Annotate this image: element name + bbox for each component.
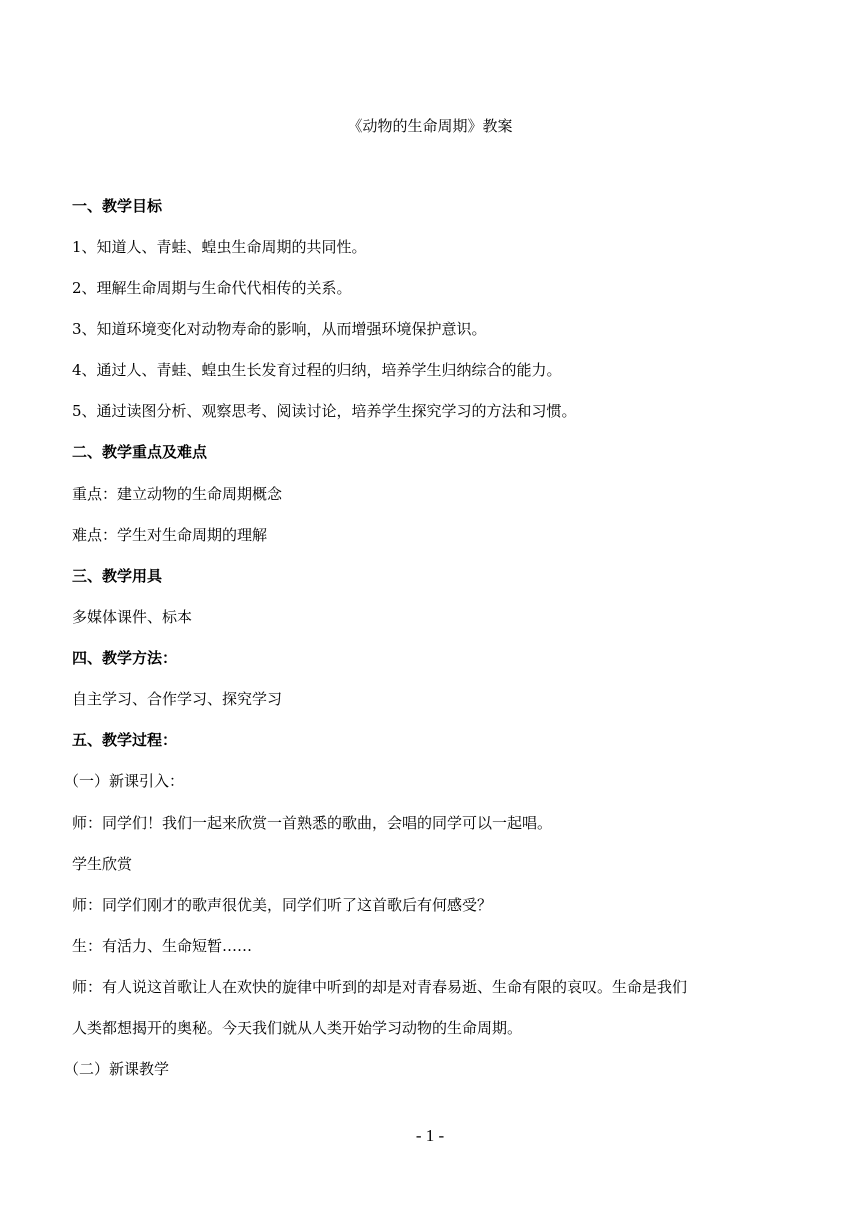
paragraph-line: 难点：学生对生命周期的理解 [72, 526, 268, 544]
subsection-heading: （二）新课教学 [64, 1060, 170, 1078]
paragraph-line: 3、知道环境变化对动物寿命的影响，从而增强环境保护意识。 [72, 320, 487, 338]
paragraph-line: 师：有人说这首歌让人在欢快的旋律中听到的却是对青春易逝、生命有限的哀叹。生命是我们 [72, 978, 688, 996]
section-heading-objectives: 一、教学目标 [72, 197, 163, 215]
paragraph-line: 重点：建立动物的生命周期概念 [72, 485, 283, 503]
paragraph-line: 学生欣赏 [72, 855, 133, 873]
paragraph-line: 2、理解生命周期与生命代代相传的关系。 [72, 279, 352, 297]
paragraph-line: 1、知道人、青蛙、蝗虫生命周期的共同性。 [72, 238, 367, 256]
paragraph-line: 师：同学们刚才的歌声很优美，同学们听了这首歌后有何感受？ [72, 896, 493, 914]
paragraph-line: 师：同学们！我们一起来欣赏一首熟悉的歌曲，会唱的同学可以一起唱。 [72, 814, 553, 832]
paragraph-line: 自主学习、合作学习、探究学习 [72, 690, 283, 708]
section-heading-key-points: 二、教学重点及难点 [72, 443, 208, 461]
paragraph-line: 4、通过人、青蛙、蝗虫生长发育过程的归纳，培养学生归纳综合的能力。 [72, 361, 562, 379]
paragraph-line: 5、通过读图分析、观察思考、阅读讨论，培养学生探究学习的方法和习惯。 [72, 402, 577, 420]
paragraph-line: 生：有活力、生命短暂…… [72, 937, 253, 955]
section-heading-process: 五、教学过程： [72, 731, 178, 749]
section-heading-methods: 四、教学方法： [72, 649, 178, 667]
section-heading-materials: 三、教学用具 [72, 567, 163, 585]
subsection-heading: （一）新课引入： [64, 772, 185, 790]
document-title: 《动物的生命周期》教案 [347, 117, 513, 135]
paragraph-line: 人类都想揭开的奥秘。今天我们就从人类开始学习动物的生命周期。 [72, 1019, 523, 1037]
paragraph-line: 多媒体课件、标本 [72, 608, 193, 626]
page-number: - 1 - [415, 1126, 445, 1145]
